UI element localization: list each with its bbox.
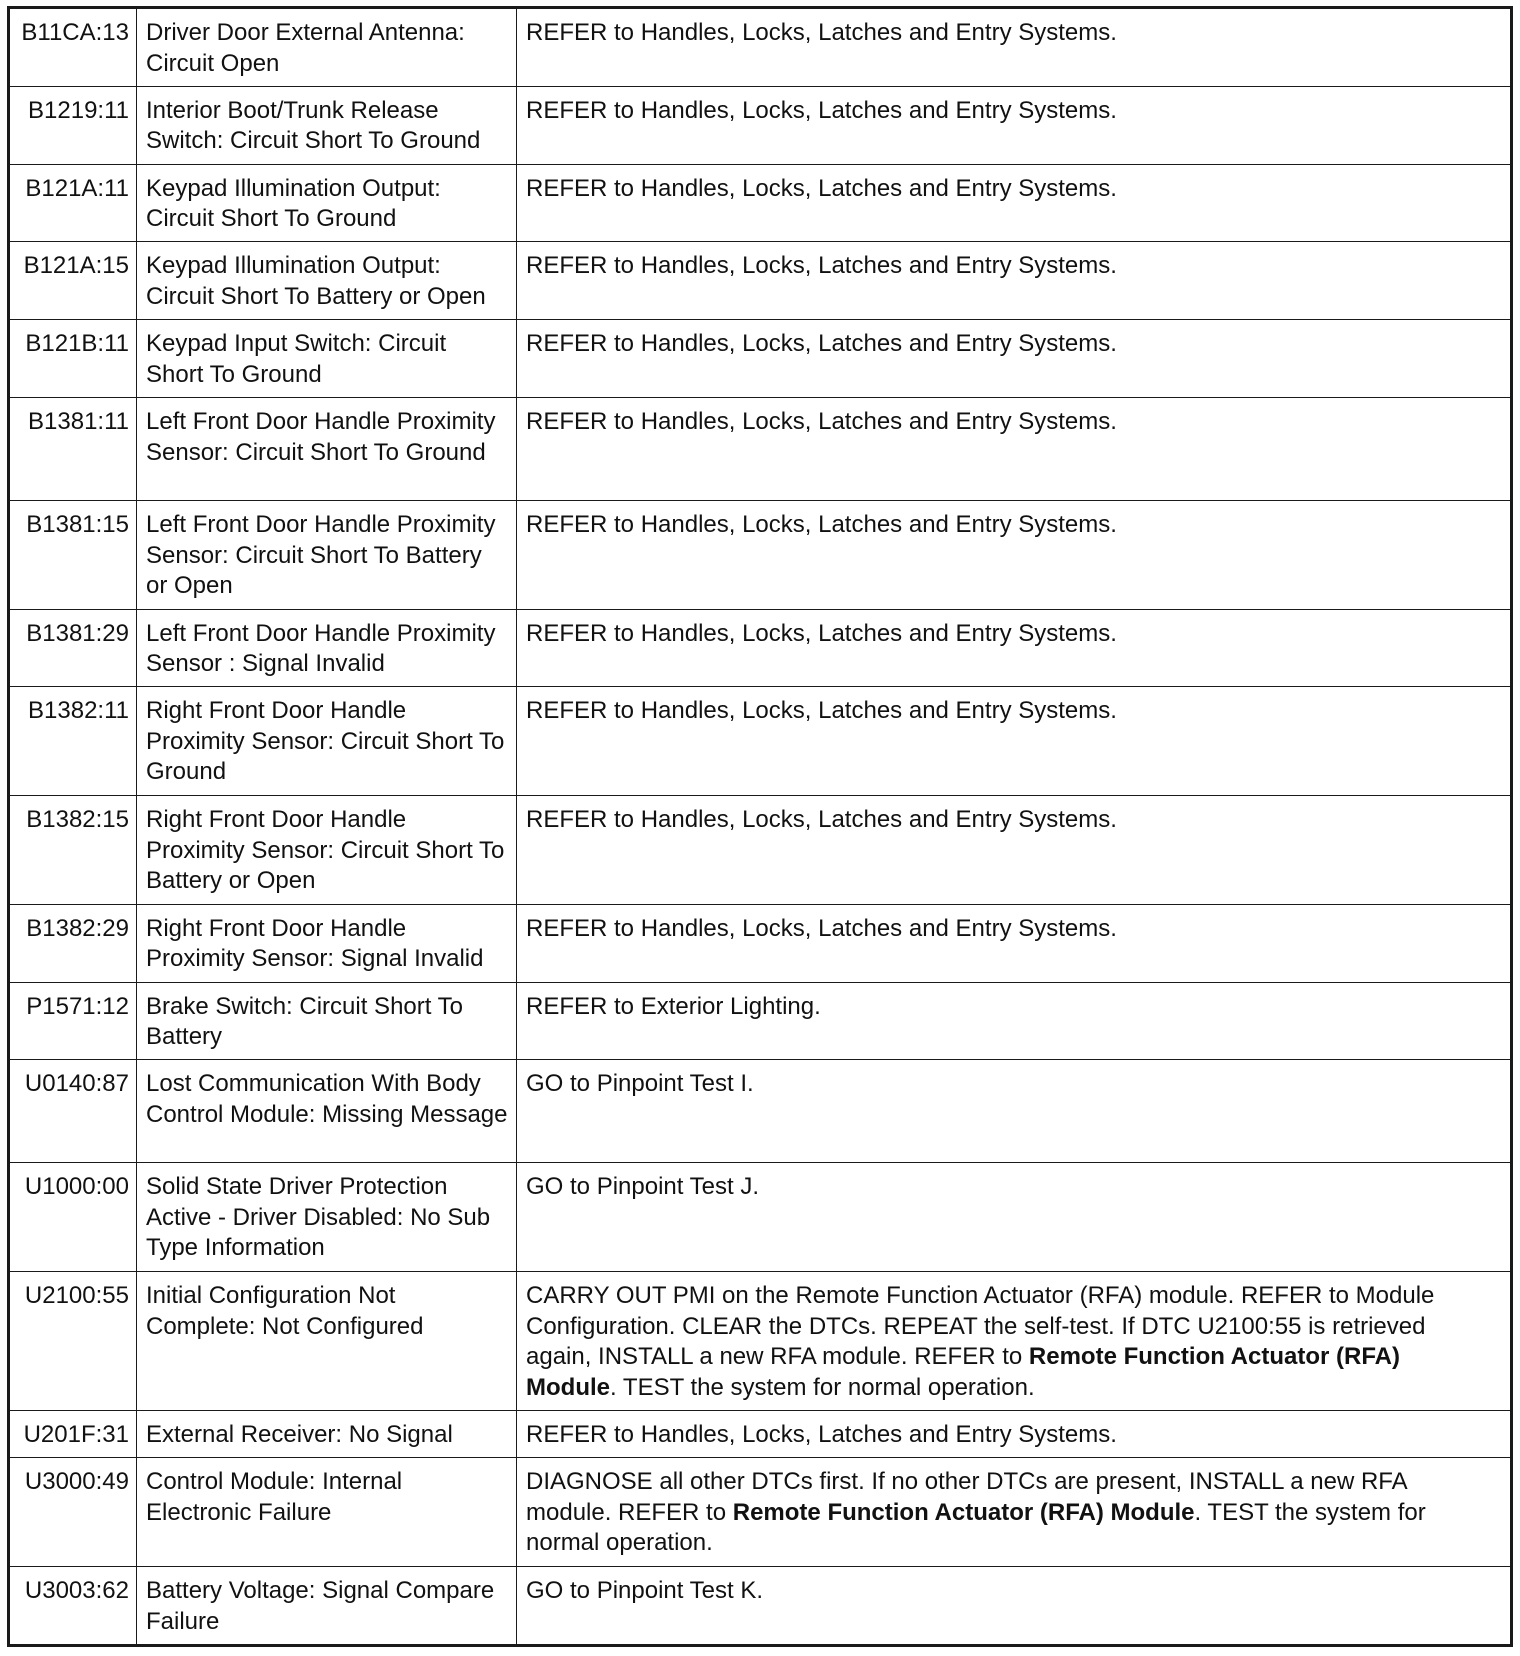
dtc-action-cell (517, 8, 1512, 87)
dtc-action-cell (517, 86, 1512, 164)
dtc-description-cell: Driver Door External Antenna: Circuit Open (137, 8, 517, 87)
action-text: REFER to Handles, Locks, Latches and Entry Systems. (526, 697, 1117, 725)
dtc-action-cell (517, 1411, 1512, 1458)
dtc-code-cell: B1381:15 (9, 501, 137, 610)
dtc-description-cell: Keypad Illumination Output: Circuit Short To Ground (137, 164, 517, 242)
dtc-code-cell: B1381:29 (9, 609, 137, 687)
table-row (9, 904, 1512, 982)
table-row (9, 398, 1512, 501)
dtc-code-cell: U201F:31 (9, 1411, 137, 1458)
dtc-action-cell (517, 398, 1512, 501)
action-text: REFER to Handles, Locks, Latches and Entry Systems. (526, 511, 1117, 539)
dtc-action-cell (517, 1567, 1512, 1646)
dtc-action-cell (517, 1458, 1512, 1567)
table-row (9, 242, 1512, 320)
table-row (9, 687, 1512, 796)
action-text: REFER to Handles, Locks, Latches and Entry Systems. (526, 96, 1117, 124)
dtc-description-cell: Right Front Door Handle Proximity Sensor: Circuit Short To Ground (137, 687, 517, 796)
dtc-action-cell (517, 164, 1512, 242)
dtc-description-cell: Control Module: Internal Electronic Failure (137, 1458, 517, 1567)
table-row (9, 1458, 1512, 1567)
table-row (9, 982, 1512, 1060)
dtc-description-cell: Left Front Door Handle Proximity Sensor : Signal Invalid (137, 609, 517, 687)
dtc-description-cell: Left Front Door Handle Proximity Sensor: Circuit Short To Battery or Open (137, 501, 517, 610)
dtc-action-cell (517, 687, 1512, 796)
table-row (9, 1411, 1512, 1458)
action-text: REFER to Handles, Locks, Latches and Entry Systems. (526, 1421, 1117, 1449)
action-text: REFER to Handles, Locks, Latches and Entry Systems. (526, 252, 1117, 280)
action-text: REFER to Handles, Locks, Latches and Entry Systems. (526, 619, 1117, 647)
dtc-code-cell: U2100:55 (9, 1272, 137, 1411)
dtc-action-cell (517, 982, 1512, 1060)
action-text: DIAGNOSE all other DTCs first. If no other DTCs are present, INSTALL a new RFA module. REFER to (526, 1468, 1407, 1526)
dtc-description-cell: Initial Configuration Not Complete: Not Configured (137, 1272, 517, 1411)
dtc-code-cell: B1219:11 (9, 86, 137, 164)
dtc-action-cell (517, 242, 1512, 320)
table-row (9, 164, 1512, 242)
dtc-action-cell (517, 904, 1512, 982)
dtc-code-cell: B11CA:13 (9, 8, 137, 87)
table-row (9, 1060, 1512, 1163)
dtc-description-cell: Keypad Input Switch: Circuit Short To Ground (137, 320, 517, 398)
dtc-description-cell: Interior Boot/Trunk Release Switch: Circuit Short To Ground (137, 86, 517, 164)
table-row (9, 86, 1512, 164)
action-text: . TEST the system for normal operation. (610, 1373, 1035, 1401)
dtc-code-cell: B1382:29 (9, 904, 137, 982)
dtc-table-body (9, 8, 1512, 1646)
dtc-code-cell: B121A:11 (9, 164, 137, 242)
dtc-code-cell: B121B:11 (9, 320, 137, 398)
action-reference-link-text: Remote Function Actuator (RFA) Module (732, 1498, 1195, 1526)
dtc-code-cell: P1571:12 (9, 982, 137, 1060)
action-text: REFER to Exterior Lighting. (526, 992, 821, 1020)
table-row (9, 1163, 1512, 1272)
action-text: CARRY OUT PMI on the Remote Function Actuator (RFA) module. REFER to Module Configuration. CLEAR the DTCs. REPEAT the self-test. If DTC U2100:55 is retrieved again, INSTALL a new RFA module. REFER to (526, 1282, 1435, 1371)
dtc-table (7, 6, 1513, 1647)
dtc-description-cell: Brake Switch: Circuit Short To Battery (137, 982, 517, 1060)
dtc-action-cell (517, 501, 1512, 610)
dtc-action-cell (517, 1272, 1512, 1411)
dtc-description-cell: Left Front Door Handle Proximity Sensor: Circuit Short To Ground (137, 398, 517, 501)
dtc-action-cell (517, 320, 1512, 398)
dtc-code-cell: U3000:49 (9, 1458, 137, 1567)
dtc-code-cell: B1382:15 (9, 796, 137, 905)
table-row (9, 609, 1512, 687)
action-text: REFER to Handles, Locks, Latches and Entry Systems. (526, 174, 1117, 202)
table-row (9, 1272, 1512, 1411)
action-reference-link-text: Remote Function Actuator (RFA) Module (526, 1343, 1401, 1401)
table-row (9, 8, 1512, 87)
action-text: REFER to Handles, Locks, Latches and Entry Systems. (526, 330, 1117, 358)
dtc-description-cell: Solid State Driver Protection Active - Driver Disabled: No Sub Type Information (137, 1163, 517, 1272)
table-row (9, 501, 1512, 610)
action-text: REFER to Handles, Locks, Latches and Entry Systems. (526, 806, 1117, 834)
table-row (9, 1567, 1512, 1646)
dtc-code-cell: B121A:15 (9, 242, 137, 320)
dtc-action-cell (517, 1163, 1512, 1272)
table-row (9, 796, 1512, 905)
dtc-description-cell: Right Front Door Handle Proximity Sensor: Circuit Short To Battery or Open (137, 796, 517, 905)
dtc-code-cell: B1381:11 (9, 398, 137, 501)
action-text: GO to Pinpoint Test J. (526, 1173, 760, 1201)
dtc-description-cell: Battery Voltage: Signal Compare Failure (137, 1567, 517, 1646)
action-text: GO to Pinpoint Test K. (526, 1577, 764, 1605)
dtc-action-cell (517, 1060, 1512, 1163)
table-row (9, 320, 1512, 398)
action-text: REFER to Handles, Locks, Latches and Entry Systems. (526, 19, 1117, 46)
dtc-description-cell: Lost Communication With Body Control Module: Missing Message (137, 1060, 517, 1163)
action-text: GO to Pinpoint Test I. (526, 1070, 754, 1098)
dtc-code-cell: B1382:11 (9, 687, 137, 796)
dtc-action-cell (517, 796, 1512, 905)
dtc-code-cell: U3003:62 (9, 1567, 137, 1646)
dtc-description-cell: External Receiver: No Signal (137, 1411, 517, 1458)
dtc-code-cell: U0140:87 (9, 1060, 137, 1163)
action-text: . TEST the system for normal operation. (526, 1498, 1426, 1557)
action-text: REFER to Handles, Locks, Latches and Entry Systems. (526, 408, 1117, 435)
action-text: REFER to Handles, Locks, Latches and Entry Systems. (526, 914, 1117, 942)
dtc-action-cell (517, 609, 1512, 687)
dtc-description-cell: Right Front Door Handle Proximity Sensor: Signal Invalid (137, 904, 517, 982)
dtc-description-cell: Keypad Illumination Output: Circuit Short To Battery or Open (137, 242, 517, 320)
dtc-code-cell: U1000:00 (9, 1163, 137, 1272)
